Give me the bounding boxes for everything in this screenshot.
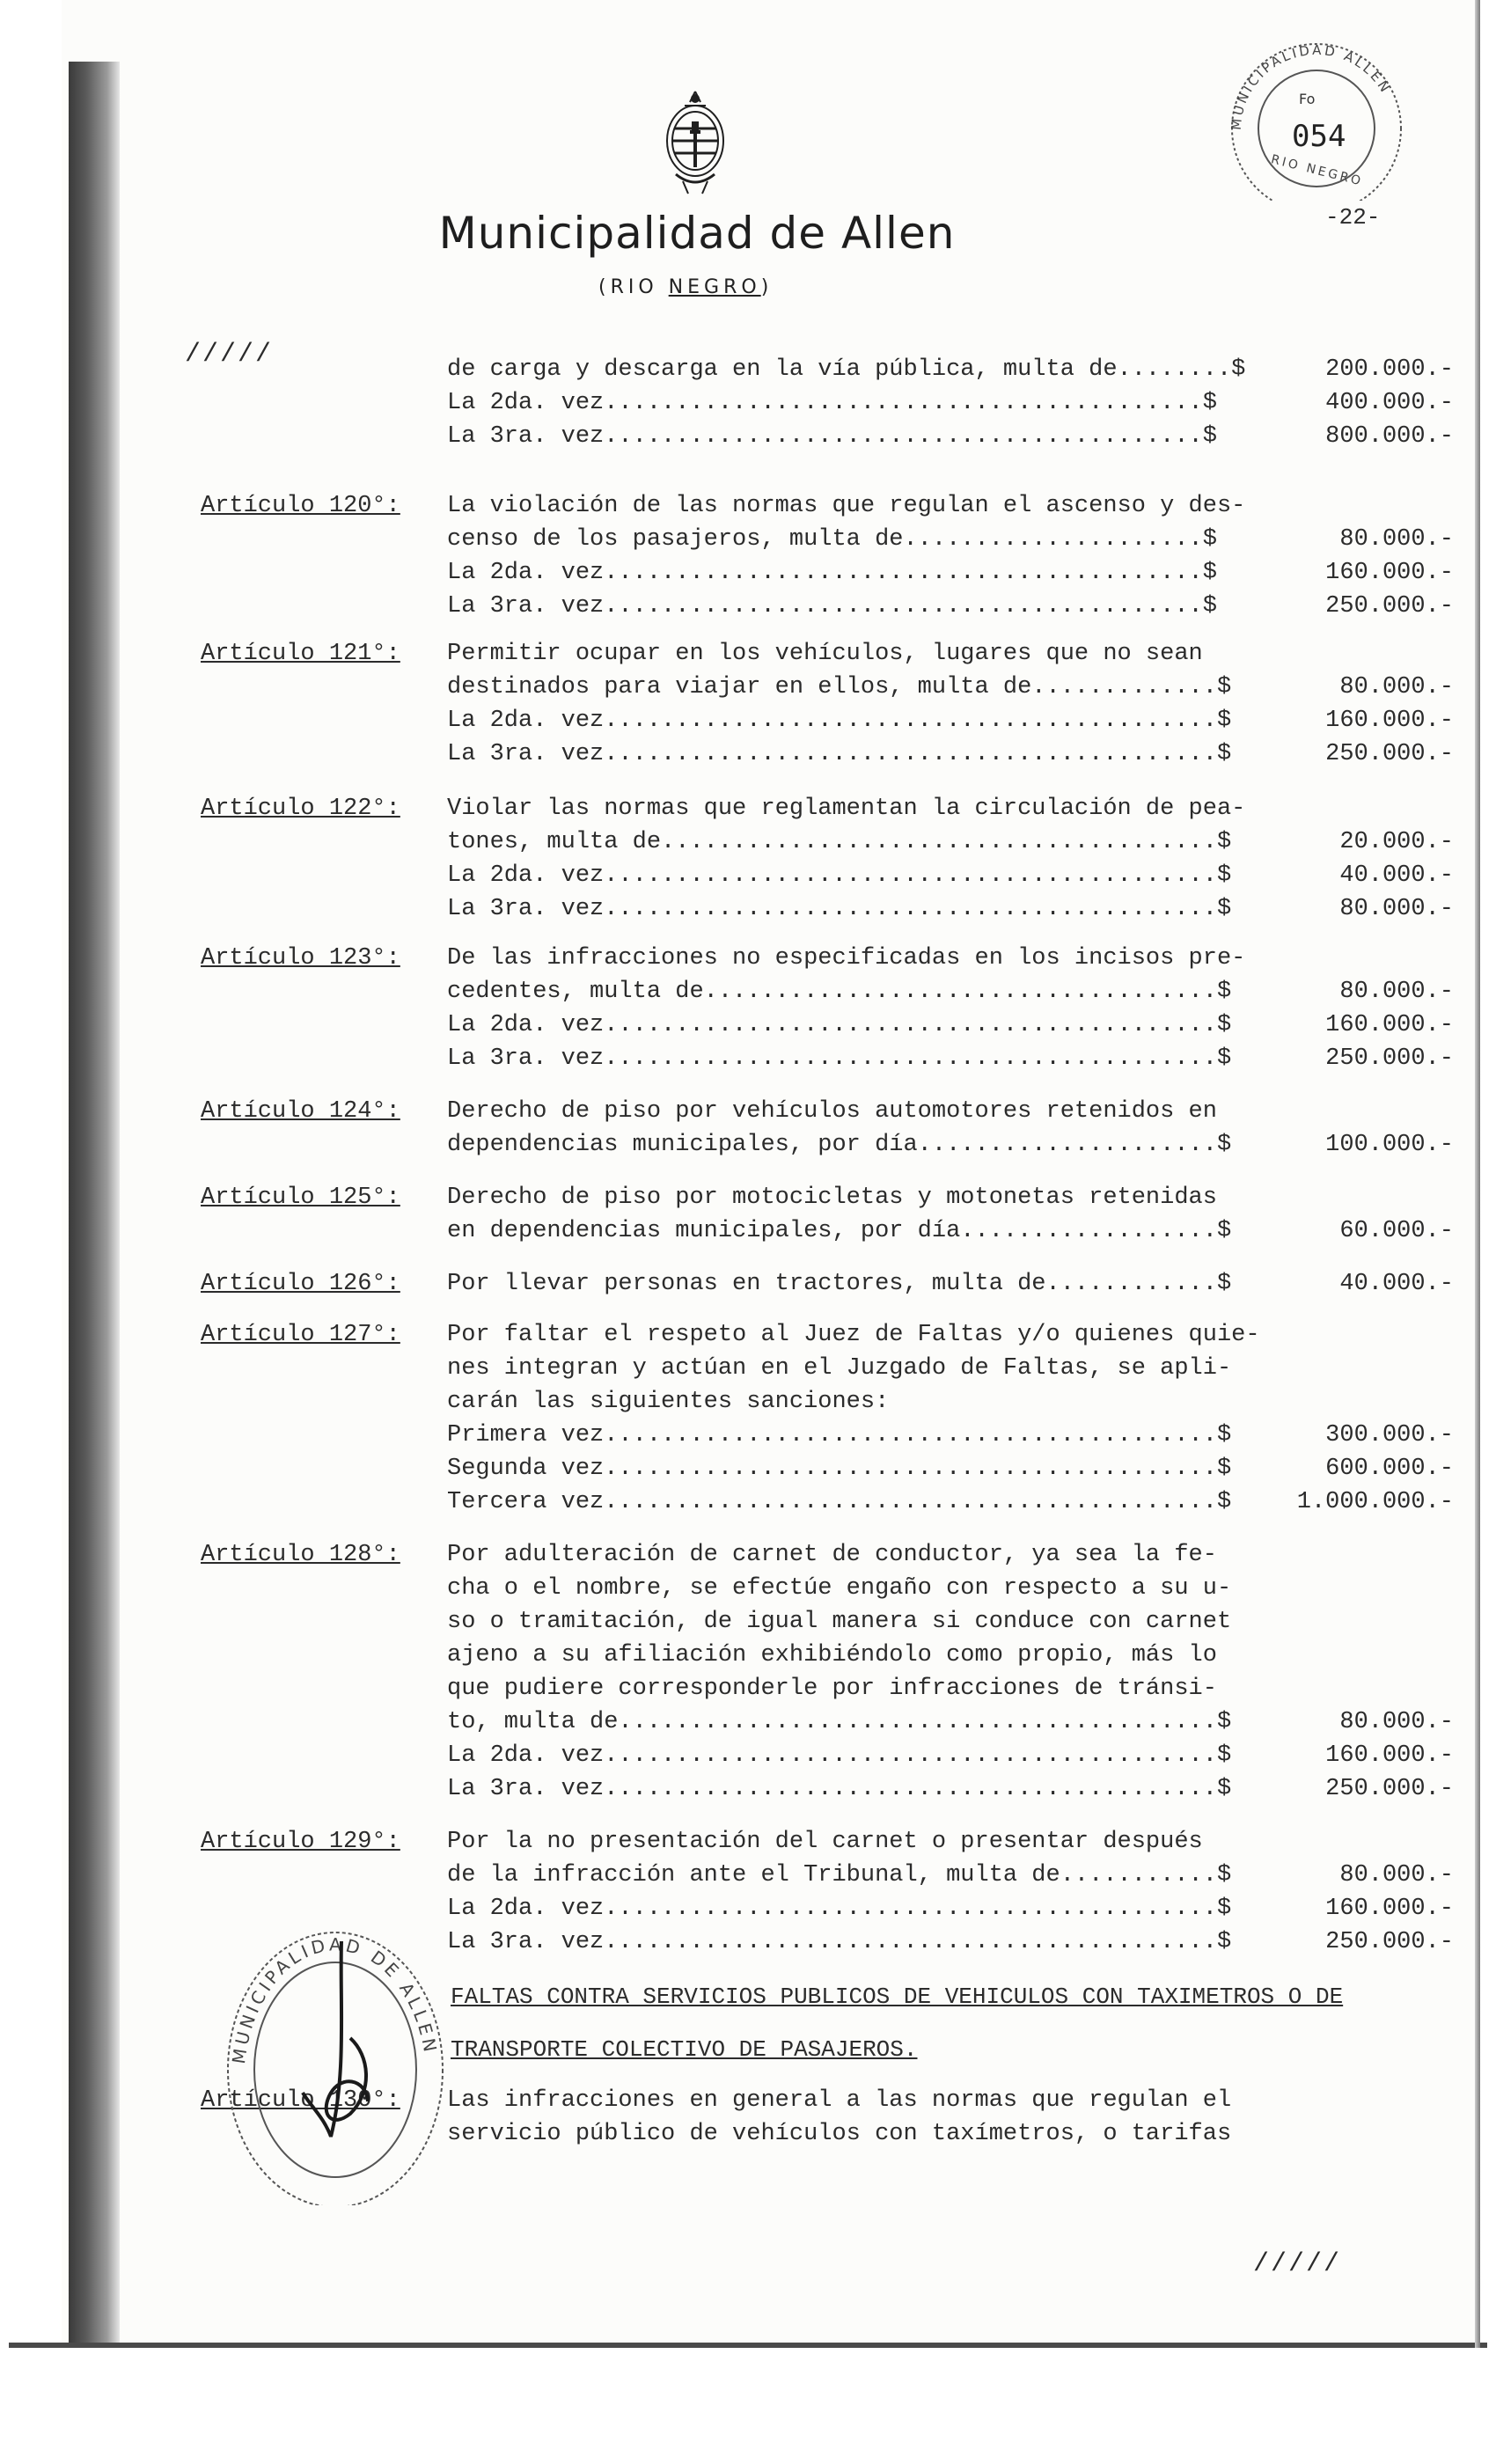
seal-text: MUNICIPALIDAD DE ALLEN [227,1933,442,2065]
svg-text:MUNICIPALIDAD ALLEN [1228,42,1395,131]
fine-amount: 60.000.- [1339,1218,1454,1244]
body-text-line: ajeno a su afiliación exhibiéndolo como propio, más lo [447,1642,1217,1668]
page-number: -22- [1325,204,1381,231]
stamp-province-text: RIO NEGRO [1269,152,1365,189]
body-text-line: censo de los pasajeros, multa de.....................$ [447,526,1217,553]
body-text-line: Primera vez...........................................$ [447,1422,1232,1448]
body-text-line: de carga y descarga en la vía pública, multa de........$ [447,356,1246,383]
article-heading: Artículo 122°: [201,796,400,822]
fine-amount: 80.000.- [1339,1709,1454,1735]
fine-amount: 160.000.- [1325,560,1454,586]
body-text-line: La 2da. vez...........................................$ [447,1896,1232,1922]
body-text-line: que pudiere corresponderle por infracciones de tránsi- [447,1676,1217,1702]
body-text-line: Tercera vez...........................................$ [447,1489,1232,1515]
body-text-line: en dependencias municipales, por día..................$ [447,1218,1232,1244]
body-text-line: Por la no presentación del carnet o presentar después [447,1829,1203,1855]
fine-amount: 300.000.- [1325,1422,1454,1448]
body-text-line: De las infracciones no especificadas en los incisos pre- [447,945,1246,972]
article-heading: Artículo 125°: [201,1184,400,1211]
body-text-line: destinados para viajar en ellos, multa de.............$ [447,674,1232,700]
body-text-line: Segunda vez...........................................$ [447,1456,1232,1482]
fine-amount: 80.000.- [1339,896,1454,922]
body-text-line: La 2da. vez...........................................$ [447,862,1232,889]
body-text-line: Permitir ocupar en los vehículos, lugares que no sean [447,641,1203,667]
continuation-mark-bottom: ///// [1253,2249,1342,2279]
fine-amount: 160.000.- [1325,708,1454,734]
fine-amount: 40.000.- [1339,1271,1454,1297]
continuation-mark-top: ///// [185,340,274,370]
body-text-line: Derecho de piso por vehículos automotores retenidos en [447,1098,1217,1125]
municipal-seal [218,1897,452,2205]
folio-label: Fo [1299,91,1316,107]
body-text-line: La 3ra. vez..........................................$ [447,593,1217,620]
body-text-line: Derecho de piso por motocicletas y motonetas retenidas [447,1184,1217,1211]
signature [303,1941,368,2137]
body-text-line: Por adulteración de carnet de conductor, ya sea la fe- [447,1542,1217,1568]
article-heading: Artículo 130°: [201,2087,400,2114]
body-text-line: cha o el nombre, se efectúe engaño con respecto a su u- [447,1575,1232,1602]
body-text-line: to, multa de..........................................$ [447,1709,1232,1735]
body-text-line: Violar las normas que reglamentan la circulación de pea- [447,796,1246,822]
fine-amount: 160.000.- [1325,1012,1454,1038]
section-heading: FALTAS CONTRA SERVICIOS PUBLICOS DE VEHICULOS CON TAXIMETROS O DE [451,1984,1344,2010]
body-text-line: La 2da. vez..........................................$ [447,390,1217,416]
body-text-line: Por llevar personas en tractores, multa de............$ [447,1271,1232,1297]
body-text-line: so o tramitación, de igual manera si conduce con carnet [447,1609,1232,1635]
body-text-line: Las infracciones en general a las normas que regulan el [447,2087,1232,2114]
article-heading: Artículo 129°: [201,1829,400,1855]
fine-amount: 600.000.- [1325,1456,1454,1482]
body-text-line: cedentes, multa de....................................$ [447,979,1232,1005]
body-text-line: La 3ra. vez...........................................$ [447,1776,1232,1802]
folio-stamp [1216,33,1415,201]
body-text-line: La 3ra. vez...........................................$ [447,741,1232,767]
fine-amount: 160.000.- [1325,1896,1454,1922]
body-text-line: La 2da. vez...........................................$ [447,708,1232,734]
article-heading: Artículo 127°: [201,1322,400,1348]
body-text-line: La 2da. vez..........................................$ [447,560,1217,586]
body-text-line: carán las siguientes sanciones: [447,1389,890,1415]
coat-of-arms-icon [658,86,732,199]
folio-number: 054 [1292,119,1346,154]
fine-amount: 80.000.- [1339,674,1454,700]
binding-shadow [69,62,120,2348]
body-text-line: Por faltar el respeto al Juez de Faltas y/o quienes quie- [447,1322,1260,1348]
province-subtitle: (RIO NEGRO) [598,276,774,298]
body-text-line: dependencias municipales, por día.....................$ [447,1132,1232,1158]
fine-amount: 160.000.- [1325,1742,1454,1769]
fine-amount: 250.000.- [1325,1776,1454,1802]
body-text-line: La 3ra. vez...........................................$ [447,896,1232,922]
body-text-line: La 3ra. vez..........................................$ [447,423,1217,450]
stamp-ring-text: MUNICIPALIDAD ALLEN [1228,41,1395,131]
body-text-line: La violación de las normas que regulan el ascenso y des- [447,493,1246,519]
fine-amount: 250.000.- [1325,1045,1454,1072]
article-heading: Artículo 120°: [201,493,400,519]
municipality-title: Municipalidad de Allen [438,208,956,259]
body-text-line: servicio público de vehículos con taxímetros, o tarifas [447,2121,1232,2147]
body-text-line: La 2da. vez...........................................$ [447,1012,1232,1038]
fine-amount: 250.000.- [1325,1929,1454,1955]
page-right-edge [1475,0,1480,2348]
fine-amount: 40.000.- [1339,862,1454,889]
body-text-line: de la infracción ante el Tribunal, multa de...........$ [447,1862,1232,1888]
article-heading: Artículo 123°: [201,945,400,972]
body-text-line: La 2da. vez...........................................$ [447,1742,1232,1769]
fine-amount: 200.000.- [1325,356,1454,383]
body-text-line: tones, multa de.......................................$ [447,829,1232,855]
fine-amount: 800.000.- [1325,423,1454,450]
fine-amount: 80.000.- [1339,526,1454,553]
article-heading: Artículo 121°: [201,641,400,667]
section-heading: TRANSPORTE COLECTIVO DE PASAJEROS. [451,2036,918,2063]
fine-amount: 1.000.000.- [1296,1489,1454,1515]
fine-amount: 80.000.- [1339,979,1454,1005]
article-heading: Artículo 128°: [201,1542,400,1568]
page-bottom-edge [9,2343,1487,2348]
body-text-line: La 3ra. vez...........................................$ [447,1929,1232,1955]
article-heading: Artículo 126°: [201,1271,400,1297]
fine-amount: 250.000.- [1325,593,1454,620]
fine-amount: 250.000.- [1325,741,1454,767]
fine-amount: 400.000.- [1325,390,1454,416]
body-text-line: nes integran y actúan en el Juzgado de Faltas, se apli- [447,1355,1232,1382]
svg-text:MUNICIPALIDAD DE ALLEN [228,1934,442,2065]
fine-amount: 20.000.- [1339,829,1454,855]
fine-amount: 80.000.- [1339,1862,1454,1888]
fine-amount: 100.000.- [1325,1132,1454,1158]
article-heading: Artículo 124°: [201,1098,400,1125]
body-text-line: La 3ra. vez...........................................$ [447,1045,1232,1072]
